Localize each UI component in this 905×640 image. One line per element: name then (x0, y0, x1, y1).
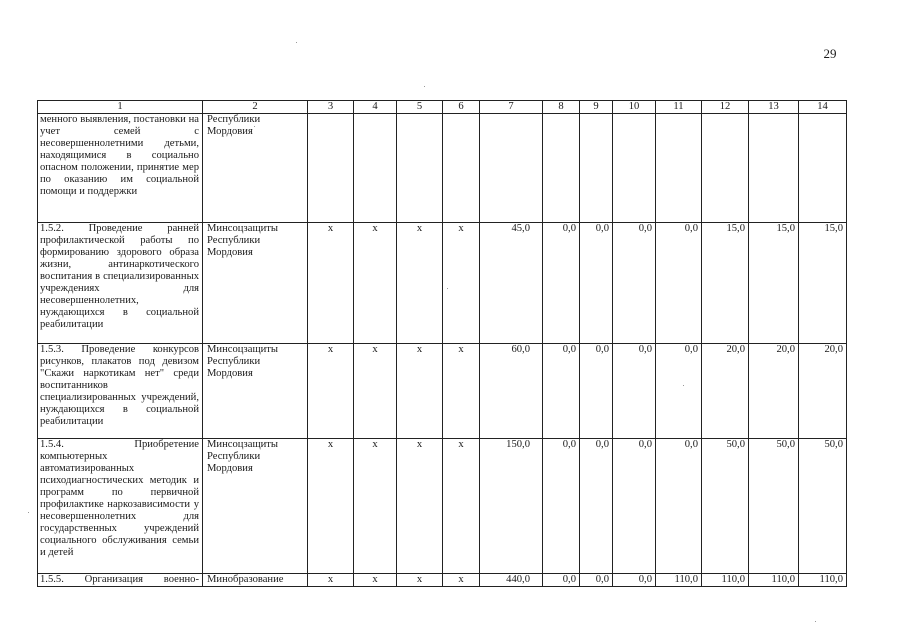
mark-cell: х (443, 439, 480, 574)
mark-cell (397, 114, 443, 223)
table-row (38, 344, 847, 439)
measure-name: 1.5.2. Проведение ранней профилактической работы по формированию здорового образа жизни, антинаркотического воспитания в специализированных учреждениях для несовершеннолетних, нуждающихся в социальной реабилитации (38, 223, 203, 344)
value-cell: 0,0 (656, 439, 702, 574)
mark-cell: х (308, 344, 354, 439)
measure-name: 1.5.3. Проведение конкурсов рисунков, плакатов под девизом "Скажи наркотикам нет" среди воспитанников специализированных учреждений, нуждающихся в социальной реабилитации (38, 344, 203, 439)
value-cell: 60,0 (480, 344, 543, 439)
value-cell: 0,0 (580, 223, 613, 344)
value-cell: 0,0 (543, 223, 580, 344)
scan-speck (296, 42, 297, 43)
scan-speck (424, 86, 425, 87)
value-cell (580, 114, 613, 223)
page-number: 29 (823, 46, 837, 61)
value-cell: 15,0 (749, 223, 799, 344)
column-number: 9 (580, 101, 613, 114)
value-cell: 20,0 (799, 344, 847, 439)
value-cell (702, 114, 749, 223)
measure-name: 1.5.5. Организация военно- (38, 574, 203, 587)
value-cell (613, 114, 656, 223)
column-number: 5 (397, 101, 443, 114)
scan-speck (28, 512, 29, 513)
mark-cell: х (354, 223, 397, 344)
column-number: 10 (613, 101, 656, 114)
measure-name: 1.5.4. Приобретение компьютерных автоматизированных психодиагностических методик и программ по первичной профилактике наркозависимости у несовершеннолетних для государственных учреждений социального обслуживания семьи и детей (38, 439, 203, 574)
executor: Республики Мордовия (203, 114, 308, 223)
mark-cell: х (397, 439, 443, 574)
mark-cell: х (354, 439, 397, 574)
mark-cell: х (443, 223, 480, 344)
mark-cell: х (443, 344, 480, 439)
value-cell: 0,0 (613, 439, 656, 574)
value-cell: 15,0 (799, 223, 847, 344)
value-cell: 45,0 (480, 223, 543, 344)
column-number: 13 (749, 101, 799, 114)
measure-name: менного выявления, постановки на учет семей с несовершеннолетними детьми, находящимися в социально опасном положении, принятие мер по оказанию им социальной помощи и поддержки (38, 114, 203, 223)
table-row (38, 574, 847, 587)
value-cell (656, 114, 702, 223)
mark-cell: х (397, 574, 443, 587)
value-cell (543, 114, 580, 223)
value-cell: 0,0 (543, 574, 580, 587)
value-cell: 0,0 (613, 223, 656, 344)
mark-cell (443, 114, 480, 223)
value-cell: 440,0 (480, 574, 543, 587)
value-cell: 50,0 (702, 439, 749, 574)
mark-cell: х (308, 439, 354, 574)
column-number: 3 (308, 101, 354, 114)
value-cell: 0,0 (613, 574, 656, 587)
mark-cell: х (443, 574, 480, 587)
mark-cell: х (354, 574, 397, 587)
column-number: 7 (480, 101, 543, 114)
value-cell: 20,0 (749, 344, 799, 439)
value-cell: 150,0 (480, 439, 543, 574)
value-cell: 0,0 (656, 344, 702, 439)
mark-cell (354, 114, 397, 223)
column-number: 2 (203, 101, 308, 114)
executor: Минсоцзащиты Республики Мордовия (203, 439, 308, 574)
mark-cell: х (308, 223, 354, 344)
value-cell: 110,0 (656, 574, 702, 587)
column-number: 12 (702, 101, 749, 114)
executor: Минобразование (203, 574, 308, 587)
value-cell (480, 114, 543, 223)
value-cell: 0,0 (613, 344, 656, 439)
value-cell: 110,0 (799, 574, 847, 587)
value-cell: 20,0 (702, 344, 749, 439)
column-number: 6 (443, 101, 480, 114)
value-cell: 0,0 (543, 439, 580, 574)
executor: Минсоцзащиты Республики Мордовия (203, 223, 308, 344)
value-cell: 0,0 (580, 344, 613, 439)
scan-speck (683, 385, 684, 386)
column-number: 4 (354, 101, 397, 114)
table-row (38, 223, 847, 344)
table-row (38, 114, 847, 223)
scan-speck (254, 126, 255, 127)
mark-cell: х (397, 344, 443, 439)
program-table (37, 100, 847, 587)
value-cell: 15,0 (702, 223, 749, 344)
value-cell: 110,0 (749, 574, 799, 587)
value-cell: 0,0 (656, 223, 702, 344)
executor: Минсоцзащиты Республики Мордовия (203, 344, 308, 439)
column-number-row (38, 101, 847, 114)
mark-cell: х (397, 223, 443, 344)
value-cell: 110,0 (702, 574, 749, 587)
scan-speck (447, 288, 448, 289)
value-cell (799, 114, 847, 223)
value-cell: 0,0 (543, 344, 580, 439)
column-number: 1 (38, 101, 203, 114)
table-row (38, 439, 847, 574)
value-cell: 0,0 (580, 574, 613, 587)
column-number: 14 (799, 101, 847, 114)
value-cell: 0,0 (580, 439, 613, 574)
column-number: 11 (656, 101, 702, 114)
mark-cell: х (354, 344, 397, 439)
value-cell (749, 114, 799, 223)
value-cell: 50,0 (799, 439, 847, 574)
value-cell: 50,0 (749, 439, 799, 574)
scan-speck (815, 621, 816, 622)
column-number: 8 (543, 101, 580, 114)
mark-cell (308, 114, 354, 223)
mark-cell: х (308, 574, 354, 587)
